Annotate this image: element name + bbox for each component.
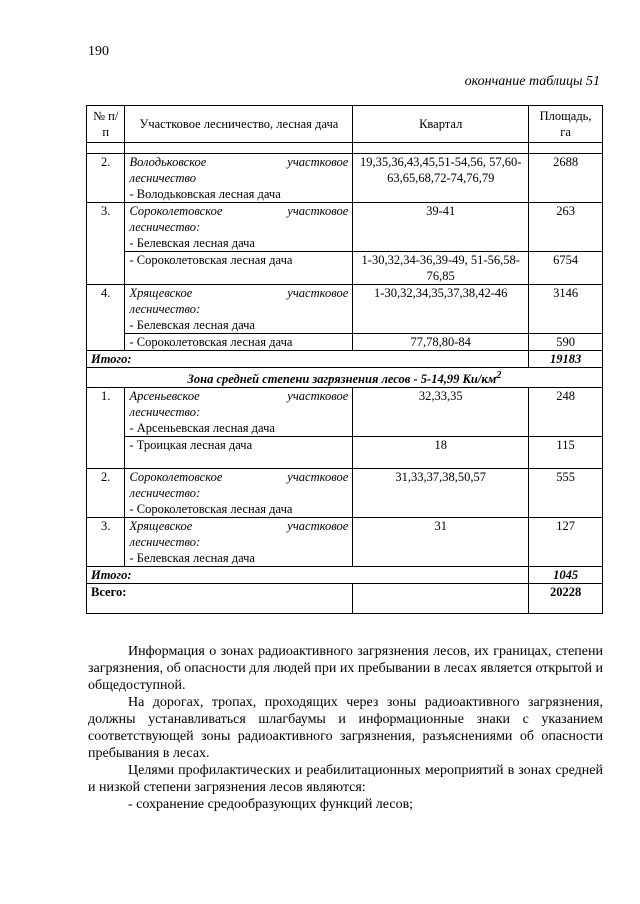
row-kvartal: 1-30,32,34-36,39-49, 51-56,58-76,85 (353, 252, 529, 285)
row-area: 248 (529, 388, 603, 437)
name-part: Сороколетовское (129, 470, 223, 485)
row-name (125, 388, 353, 437)
name-part: лесничество: (129, 535, 201, 550)
subtotal-label: Итого: (87, 351, 529, 368)
subtotal-row (87, 567, 603, 584)
dacha-name: - Белевская лесная дача (129, 318, 255, 332)
paragraph: - сохранение средообразующих функций лесов; (128, 797, 414, 812)
table-row (87, 334, 603, 351)
table-row (87, 518, 603, 567)
row-kvartal: 31,33,37,38,50,57 (353, 469, 529, 518)
subtotal-value: 19183 (529, 351, 603, 368)
forest-zones-table (86, 105, 603, 614)
row-kvartal: 32,33,35 (353, 388, 529, 437)
row-area: 2688 (529, 154, 603, 203)
row-area: 3146 (529, 285, 603, 334)
name-part: лесничество: (129, 486, 201, 501)
row-area: 115 (529, 437, 603, 469)
header-name: Участковое лесничество, лесная дача (125, 106, 353, 143)
row-area: 6754 (529, 252, 603, 285)
dacha-name: - Сороколетовская лесная дача (125, 252, 353, 285)
dacha-name: - Володьковская лесная дача (129, 187, 281, 201)
dacha-name: - Белевская лесная дача (129, 551, 255, 566)
table-row (87, 203, 603, 252)
row-num: 1. (87, 388, 125, 469)
grand-total-label: Всего: (87, 584, 353, 614)
dacha-name: - Белевская лесная дача (129, 236, 255, 250)
row-num: 3. (87, 203, 125, 285)
grand-total-empty (353, 584, 529, 614)
spacer-row (87, 143, 603, 154)
subtotal-label: Итого: (87, 567, 529, 584)
row-kvartal: 77,78,80-84 (353, 334, 529, 351)
table-row (87, 469, 603, 518)
name-part: Хрящевское (129, 286, 193, 300)
table-row (87, 154, 603, 203)
row-area: 555 (529, 469, 603, 518)
row-name (125, 518, 353, 567)
table-row (87, 285, 603, 334)
grand-total-row (87, 584, 603, 614)
name-part: участковое (287, 286, 349, 300)
table-row (87, 252, 603, 285)
dacha-name: - Сороколетовская лесная дача (125, 334, 353, 351)
name-part: Сороколетовское (129, 204, 223, 218)
header-kvartal: Квартал (353, 106, 529, 143)
name-part: участковое (287, 204, 349, 218)
header-area: Площадь, га (529, 106, 603, 143)
table-header-row (87, 106, 603, 143)
header-num: № п/п (87, 106, 125, 143)
table-row (87, 437, 603, 469)
name-part: лесничество (129, 171, 197, 185)
row-area: 127 (529, 518, 603, 567)
table-row (87, 388, 603, 437)
row-kvartal: 19,35,36,43,45,51-54,56, 57,60-63,65,68,72-74,76,79 (353, 154, 529, 203)
name-part: Володьковское (129, 155, 207, 169)
name-part: лесничество: (129, 302, 201, 316)
row-area: 263 (529, 203, 603, 252)
table-caption: окончание таблицы 51 (464, 74, 600, 89)
row-name (125, 154, 353, 203)
row-name (125, 469, 353, 518)
name-part: лесничество: (129, 220, 201, 234)
row-name (125, 203, 353, 252)
row-num: 2. (87, 154, 125, 203)
row-num: 3. (87, 518, 125, 567)
subtotal-row (87, 351, 603, 368)
row-kvartal: 18 (353, 437, 529, 469)
zone-sup: 2 (496, 370, 502, 381)
row-kvartal: 39-41 (353, 203, 529, 252)
zone-text: Зона средней степени загрязнения лесов - 5-14,99 Ки/км (187, 372, 497, 387)
name-part: участковое (287, 155, 349, 169)
dacha-name: - Троицкая лесная дача (125, 437, 353, 469)
zone-header (87, 368, 603, 388)
name-part: лесничество: (129, 405, 201, 420)
paragraph: Целями профилактических и реабилитационных мероприятий в зонах средней и низкой степени загрязнения лесов являются: (88, 763, 603, 795)
paragraph: На дорогах, тропах, проходящих через зоны радиоактивного загрязнения, должны устанавливаться шлагбаумы и информационные знаки с указанием соответствующей зоны радиоактивного загрязнения, разъяснениями об опасности пребывания в лесах. (88, 695, 603, 761)
name-part: Арсеньевское (129, 389, 200, 404)
row-kvartal: 1-30,32,34,35,37,38,42-46 (353, 285, 529, 334)
paragraph: Информация о зонах радиоактивного загрязнения лесов, их границах, степени загрязнения, об опасности для людей при их пребывании в лесах является открытой и общедоступной. (88, 644, 603, 693)
dacha-name: - Сороколетовская лесная дача (129, 502, 293, 517)
row-num: 2. (87, 469, 125, 518)
name-part: Хрящевское (129, 519, 193, 534)
page-number: 190 (88, 44, 109, 59)
name-part: участковое (287, 389, 349, 404)
row-kvartal: 31 (353, 518, 529, 567)
name-part: участковое (287, 519, 349, 534)
name-part: участковое (287, 470, 349, 485)
row-name (125, 285, 353, 334)
row-num: 4. (87, 285, 125, 351)
grand-total-value: 20228 (529, 584, 603, 614)
dacha-name: - Арсеньевская лесная дача (129, 421, 275, 436)
row-area: 590 (529, 334, 603, 351)
subtotal-value: 1045 (529, 567, 603, 584)
zone-header-row (87, 368, 603, 388)
